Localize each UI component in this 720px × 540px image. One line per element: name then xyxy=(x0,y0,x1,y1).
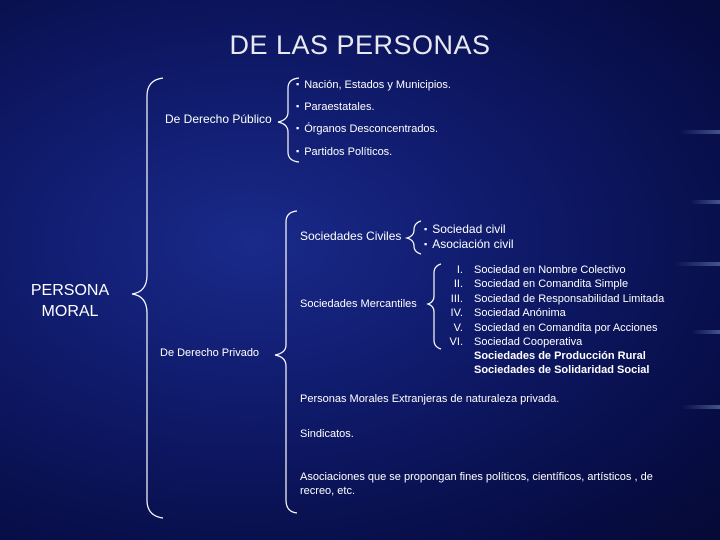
mercantiles-bracket xyxy=(428,264,441,349)
publico-item: ▪ Órganos Desconcentrados. xyxy=(296,123,438,135)
publico-item: ▪ Nación, Estados y Municipios. xyxy=(296,79,451,91)
mercantiles-numeral: IV. xyxy=(450,307,463,319)
sindicatos-item: Sindicatos. xyxy=(300,428,354,440)
privado-label: De Derecho Privado xyxy=(160,347,260,359)
publico-item: ▪ Paraestatales. xyxy=(296,101,375,113)
publico-item: ▪ Partidos Políticos. xyxy=(296,146,392,158)
mercantiles-numeral: III. xyxy=(450,293,463,305)
mercantiles-item: Sociedad Cooperativa xyxy=(474,336,583,348)
civiles-item: ▪ Sociedad civil xyxy=(424,222,506,236)
privado-bracket xyxy=(275,211,297,513)
main-bracket xyxy=(132,78,163,518)
publico-label: De Derecho Público xyxy=(165,112,272,126)
mercantiles-label: Sociedades Mercantiles xyxy=(300,298,417,310)
mercantiles-numeral: V. xyxy=(453,322,463,334)
mercantiles-numeral: I. xyxy=(456,264,463,276)
asociaciones-item: Asociaciones que se propongan fines políticos, científicos, artísticos , de recreo, etc. xyxy=(300,471,653,497)
extranjeras-item: Personas Morales Extranjeras de naturaleza privada. xyxy=(300,393,560,405)
mercantiles-item: Sociedad en Comandita Simple xyxy=(474,278,629,290)
civiles-item: ▪ Asociación civil xyxy=(424,237,514,251)
mercantiles-extra-item: Sociedades de Solidaridad Social xyxy=(474,364,650,376)
mercantiles-item: Sociedad en Nombre Colectivo xyxy=(474,264,626,276)
page-title: DE LAS PERSONAS xyxy=(229,30,491,60)
civiles-label: Sociedades Civiles xyxy=(300,229,402,243)
mercantiles-item: Sociedad de Responsabilidad Limitada xyxy=(474,293,665,305)
root-label: PERSONA MORAL xyxy=(30,282,110,320)
mercantiles-numeral: VI. xyxy=(449,336,463,348)
mercantiles-numeral: II. xyxy=(453,278,463,290)
mercantiles-item: Sociedad en Comandita por Acciones xyxy=(474,322,658,334)
mercantiles-item: Sociedad Anónima xyxy=(474,307,566,319)
civiles-bracket xyxy=(407,221,421,254)
mercantiles-extra-item: Sociedades de Producción Rural xyxy=(474,350,646,362)
